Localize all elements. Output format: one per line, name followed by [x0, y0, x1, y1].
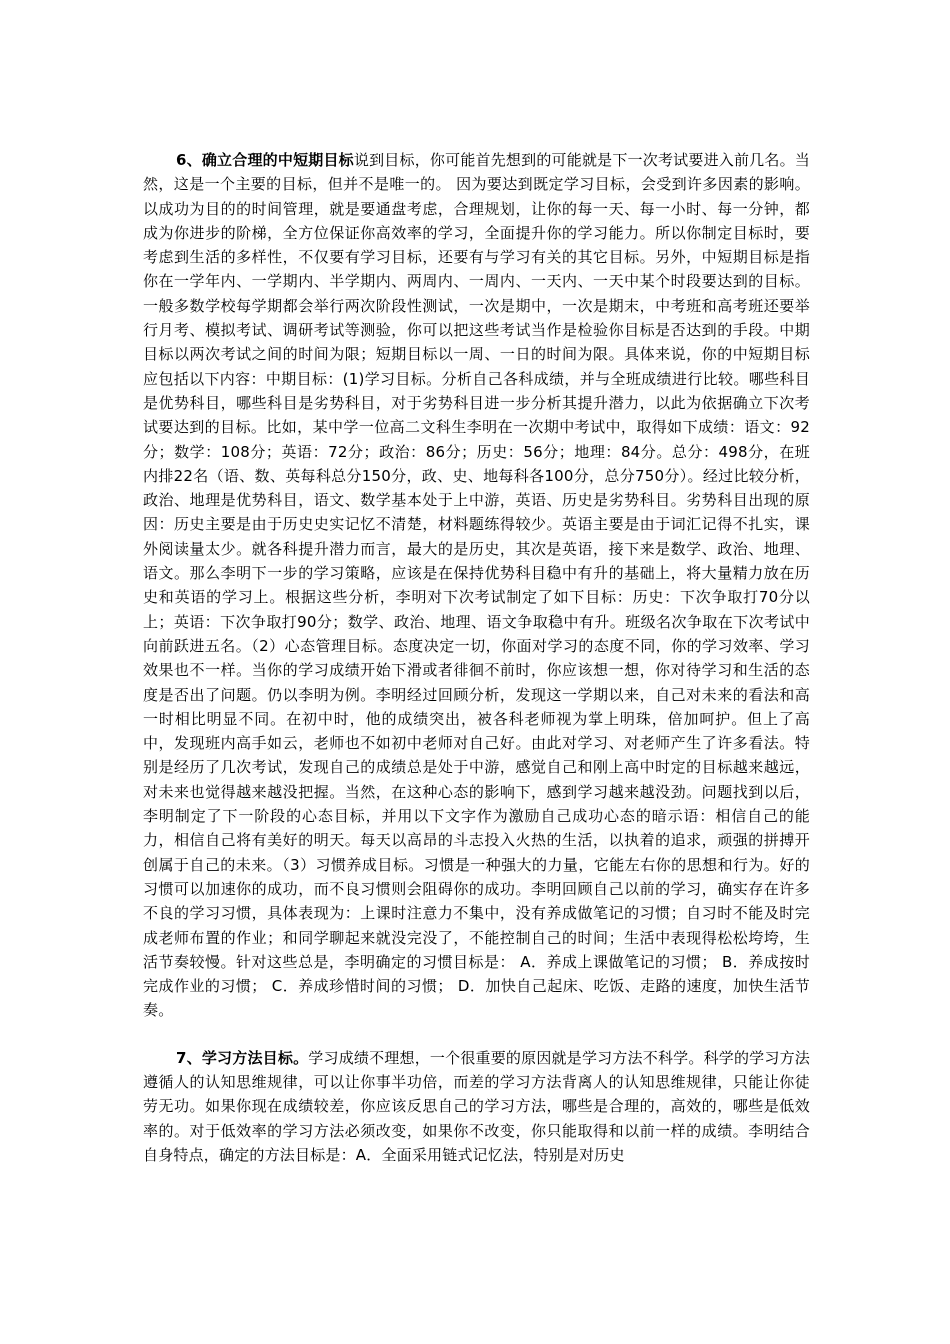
section-6-heading: 6、确立合理的中短期目标: [176, 151, 354, 169]
section-6-body: 说到目标，你可能首先想到的可能就是下一次考试要进入前几名。当然，这是一个主要的目标，但并不是唯一的。 因为要达到既定学习目标，会受到许多因素的影响。以成功为目的的时间管理，就是要通盘考虑，合理规划，让你的每一天、每一小时、每一分钟，都成为你进步的阶梯，全方位保证你高效率的学习，全面提升你的学习能力。所以你制定目标时，要考虑到生活的多样性，不仅要有学习目标，还要有与学习有关的其它目标。另外，中短期目标是指你在一学年内、一学期内、半学期内、两周内、一周内、一天内、一天中某个时段要达到的目标。一般多数学校每学期都会举行两次阶段性测试，一次是期中，一次是期末，中考班和高考班还要举行月考、模拟考试、调研考试等测验，你可以把这些考试当作是检验你目标是否达到的手段。中期目标以两次考试之间的时间为限；短期目标以一周、一日的时间为限。具体来说，你的中短期目标应包括以下内容：中期目标：(1)学习目标。分析自己各科成绩，并与全班成绩进行比较。哪些科目是优势科目，哪些科目是劣势科目，对于劣势科目进一步分析其提升潜力，以此为依据确立下次考试要达到的目标。比如，某中学一位高二文科生李明在一次期中考试中，取得如下成绩：语文：92分；数学：108分；英语：72分；政治：86分；历史：56分；地理：84分。总分：498分，在班内排22名（语、数、英每科总分150分，政、史、地每科各100分，总分750分）。经过比较分析，政治、地理是优势科目，语文、数学基本处于上中游，英语、历史是劣势科目。劣势科目出现的原因：历史主要是由于历史史实记忆不清楚，材料题练得较少。英语主要是由于词汇记得不扎实，课外阅读量太少。就各科提升潜力而言，最大的是历史，其次是英语，接下来是数学、政治、地理、语文。那么李明下一步的学习策略，应该是在保持优势科目稳中有升的基础上，将大量精力放在历史和英语的学习上。根据这些分析，李明对下次考试制定了如下目标：历史：下次争取打70分以上；英语：下次争取打90分；数学、政治、地理、语文争取稳中有升。班级名次争取在下次考试中向前跃进五名。（2）心态管理目标。态度决定一切，你面对学习的态度不同，你的学习效率、学习效果也不一样。当你的学习成绩开始下滑或者徘徊不前时，你应该想一想，你对待学习和生活的态度是否出了问题。仍以李明为例。李明经过回顾分析，发现这一学期以来，自己对未来的看法和高一时相比明显不同。在初中时，他的成绩突出，被各科老师视为掌上明珠，倍加呵护。但上了高中，发现班内高手如云，老师也不如初中老师对自己好。由此对学习、对老师产生了许多看法。特别是经历了几次考试，发现自己的成绩总是处于中游，感觉自己和刚上高中时定的目标越来越远，对未来也觉得越来越没把握。当然，在这种心态的影响下，感到学习越来越没劲。问题找到以后，李明制定了下一阶段的心态目标，并用以下文字作为激励自己成功心态的暗示语：相信自己的能力，相信自己将有美好的明天。每天以高昂的斗志投入火热的生活，以执着的追求，顽强的拼搏开创属于自己的未来。（3）习惯养成目标。习惯是一种强大的力量，它能左右你的思想和行为。好的习惯可以加速你的成功，而不良习惯则会阻碍你的成功。李明回顾自己以前的学习，确实存在许多不良的学习习惯，具体表现为：上课时注意力不集中，没有养成做笔记的习惯；自习时不能及时完成老师布置的作业；和同学聊起来就没完没了，不能控制自己的时间；生活中表现得松松垮垮，生活节奏较慢。针对这些总是，李明确定的习惯目标是： A．养成上课做笔记的习惯； B．养成按时完成作业的习惯； C．养成珍惜时间的习惯； D．加快自己起床、吃饭、走路的速度，加快生活节奏。: [143, 151, 810, 1020]
section-6-paragraph: [143, 148, 810, 1023]
section-7-heading: 7、学习方法目标。: [176, 1048, 309, 1067]
section-7-paragraph: [143, 1046, 810, 1167]
document-page: [143, 148, 810, 1167]
section-7-body: 学习成绩不理想，一个很重要的原因就是学习方法不科学。科学的学习方法遵循人的认知思维规律，可以让你事半功倍，而差的学习方法背离人的认知思维规律，只能让你徒劳无功。如果你现在成绩较差，你应该反思自己的学习方法，哪些是合理的，高效的，哪些是低效率的。对于低效率的学习方法必须改变，如果你不改变，你只能取得和以前一样的成绩。李明结合自身特点，确定的方法目标是：A．全面采用链式记忆法，特别是对历史: [143, 1048, 810, 1164]
